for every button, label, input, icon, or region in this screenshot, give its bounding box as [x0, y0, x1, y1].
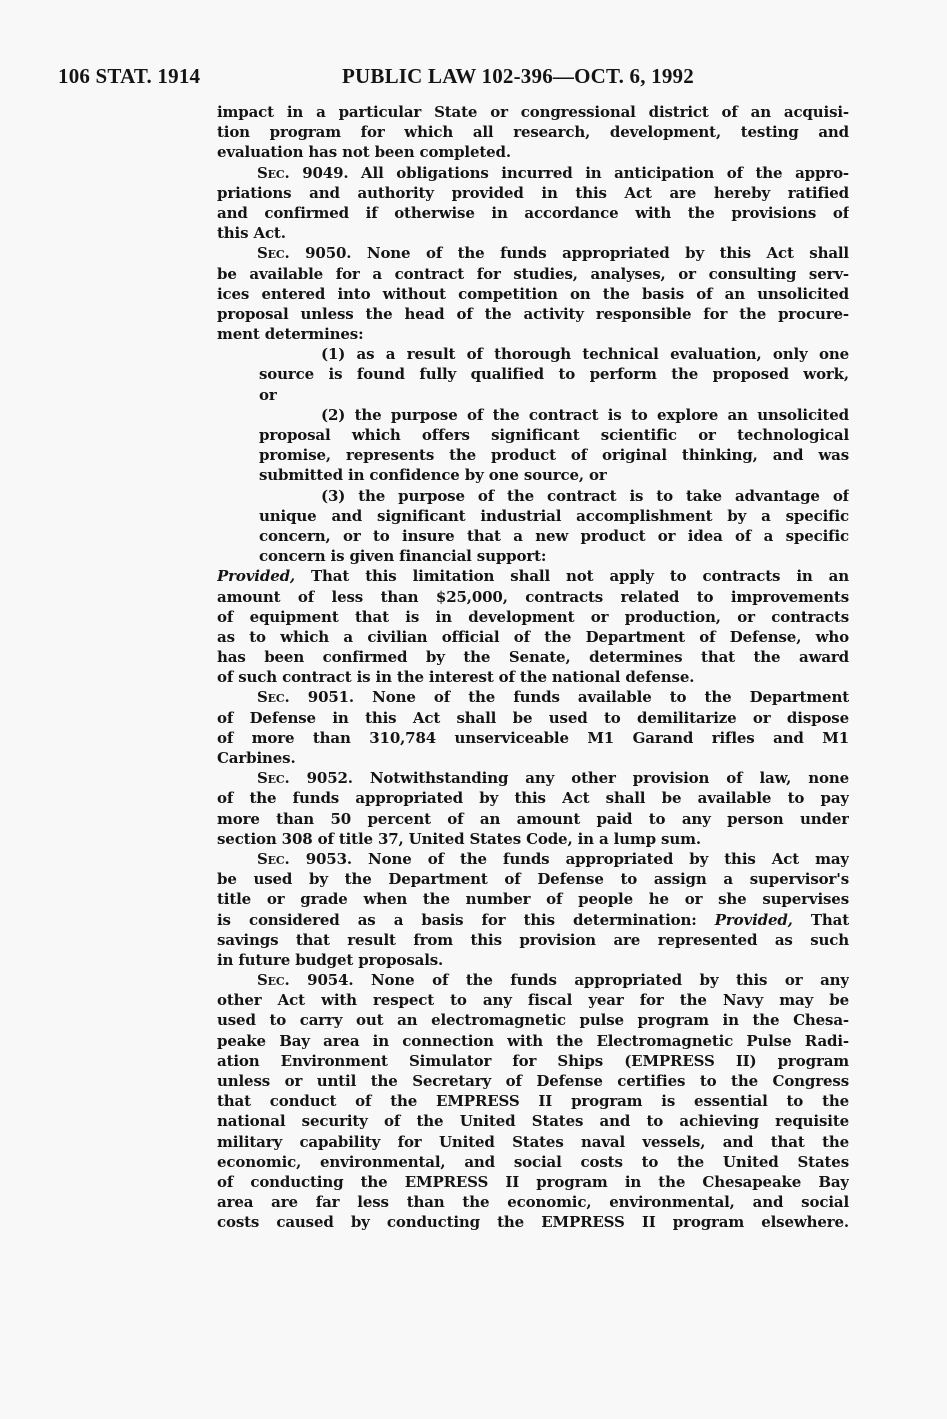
- line-text: economic, environmental, and social costs to the United States: [217, 1152, 849, 1171]
- line-text: concern is given financial support:: [259, 547, 547, 566]
- text-line: [217, 203, 849, 223]
- line-text: That this limitation shall not apply to contracts in an: [295, 567, 849, 586]
- proviso-italic: Provided,: [714, 910, 793, 929]
- line-text: peake Bay area in connection with the Electromagnetic Pulse Radi-: [217, 1031, 849, 1050]
- text-line: [217, 930, 849, 950]
- statute-page-number: 106 STAT. 1914: [58, 64, 201, 88]
- line-text: impact in a particular State or congressional district of an acquisi-: [217, 103, 849, 121]
- text-line: [217, 627, 849, 647]
- line-text: (3) the purpose of the contract is to take advantage of: [321, 486, 849, 505]
- text-line: [217, 1212, 849, 1232]
- line-text: be used by the Department of Defense to assign a supervisor's: [217, 870, 849, 889]
- line-text: of the funds appropriated by this Act shall be available to pay: [217, 789, 849, 808]
- text-line: [217, 1172, 849, 1192]
- line-text: (1) as a result of thorough technical evaluation, only one: [321, 345, 849, 364]
- line-text: this Act.: [217, 224, 286, 243]
- text-line: [217, 1091, 849, 1111]
- line-text: section 308 of title 37, United States Code, in a lump sum.: [217, 829, 701, 848]
- line-text: evaluation has not been completed.: [217, 143, 511, 162]
- text-line: [217, 708, 849, 728]
- line-text: proposal unless the head of the activity responsible for the procure-: [217, 304, 849, 323]
- section-label: Sec.: [257, 688, 290, 707]
- line-text: of equipment that is in development or production, or contracts: [217, 607, 849, 626]
- text-line: [217, 1010, 849, 1030]
- line-text: savings that result from this provision are represented as such: [217, 930, 849, 949]
- text-line: [217, 667, 849, 687]
- line-text: amount of less than $25,000, contracts related to improvements: [217, 587, 849, 606]
- text-line: [217, 728, 849, 748]
- section-label: Sec.: [257, 769, 290, 788]
- text-line: [217, 405, 849, 425]
- text-line: [217, 122, 849, 142]
- line-text: military capability for United States naval vessels, and that the: [217, 1132, 849, 1151]
- page-header: [58, 64, 852, 90]
- text-line: [217, 486, 849, 506]
- section-label: Sec.: [257, 244, 290, 263]
- text-line: [217, 243, 849, 263]
- text-line: [217, 1071, 849, 1091]
- text-line: [217, 990, 849, 1010]
- line-text: tion program for which all research, development, testing and: [217, 123, 849, 142]
- text-line: [217, 809, 849, 829]
- text-line: [217, 849, 849, 869]
- line-text: other Act with respect to any fiscal year for the Navy may be: [217, 991, 849, 1010]
- line-text: and confirmed if otherwise in accordance with the provisions of: [217, 203, 849, 222]
- text-line: [217, 445, 849, 465]
- text-line: [217, 183, 849, 203]
- line-text: ment determines:: [217, 325, 364, 344]
- text-line: [217, 364, 849, 384]
- line-text: promise, represents the product of original thinking, and was: [259, 446, 849, 465]
- line-text: used to carry out an electromagnetic pulse program in the Chesa-: [217, 1011, 849, 1030]
- text-line: [217, 465, 849, 485]
- text-line: [217, 1111, 849, 1131]
- text-line: [217, 425, 849, 445]
- text-line: [217, 788, 849, 808]
- line-text: that conduct of the EMPRESS II program is essential to the: [217, 1092, 849, 1111]
- line-text: unless or until the Secretary of Defense certifies to the Congress: [217, 1072, 849, 1090]
- line-text: 9053. None of the funds appropriated by this Act may: [289, 849, 849, 868]
- line-text: of conducting the EMPRESS II program in the Chesapeake Bay: [217, 1172, 849, 1191]
- line-text: of such contract is in the interest of the national defense.: [217, 668, 695, 687]
- line-text: source is found fully qualified to perform the proposed work,: [259, 365, 849, 384]
- text-line: [217, 950, 849, 970]
- line-text: as to which a civilian official of the Department of Defense, who: [217, 627, 849, 646]
- body-text-column: [217, 102, 849, 1233]
- text-line: [217, 284, 849, 304]
- text-line: [217, 1152, 849, 1172]
- section-label: Sec.: [257, 971, 290, 990]
- line-text: area are far less than the economic, environmental, and social: [217, 1193, 849, 1212]
- line-text: concern, or to insure that a new product or idea of a specific: [259, 526, 849, 545]
- public-law-citation: PUBLIC LAW 102-396—OCT. 6, 1992: [342, 64, 694, 88]
- text-line: [217, 1192, 849, 1212]
- text-line: [217, 304, 849, 324]
- text-line: [217, 829, 849, 849]
- line-text: submitted in confidence by one source, or: [259, 466, 607, 485]
- text-line: [217, 910, 849, 930]
- line-text: is considered as a basis for this determination:: [217, 910, 715, 929]
- line-text: unique and significant industrial accomplishment by a specific: [259, 506, 849, 525]
- text-line: [217, 607, 849, 627]
- line-text: or: [259, 385, 277, 404]
- text-line: [217, 1031, 849, 1051]
- text-line: [217, 163, 849, 183]
- text-line: [217, 546, 849, 566]
- line-text-tail: That: [792, 910, 849, 929]
- text-line: [217, 647, 849, 667]
- section-label: Sec.: [257, 163, 290, 182]
- text-line: [217, 869, 849, 889]
- line-text: national security of the United States and to achieving requisite: [217, 1112, 849, 1131]
- line-text: 9054. None of the funds appropriated by this or any: [289, 971, 849, 990]
- line-text: 9050. None of the funds appropriated by this Act shall: [289, 244, 849, 263]
- text-line: [217, 526, 849, 546]
- text-line: [217, 768, 849, 788]
- line-text: 9049. All obligations incurred in anticipation of the appro-: [289, 163, 849, 182]
- section-label: Sec.: [257, 849, 290, 868]
- line-text: has been confirmed by the Senate, determines that the award: [217, 648, 849, 667]
- line-text: (2) the purpose of the contract is to explore an unsolicited: [321, 405, 849, 424]
- line-text: proposal which offers significant scientific or technological: [259, 426, 849, 444]
- text-line: [217, 889, 849, 909]
- text-line: [217, 1132, 849, 1152]
- text-line: [217, 102, 849, 122]
- text-line: [217, 687, 849, 707]
- line-text: 9052. Notwithstanding any other provision of law, none: [289, 769, 849, 788]
- line-text: in future budget proposals.: [217, 950, 444, 969]
- text-line: [217, 223, 849, 243]
- proviso-italic: Provided,: [217, 567, 295, 586]
- text-line: [217, 506, 849, 526]
- text-line: [217, 142, 849, 162]
- line-text: Carbines.: [217, 749, 296, 767]
- text-line: [217, 748, 849, 768]
- text-line: [217, 1051, 849, 1071]
- line-text: ation Environment Simulator for Ships (EMPRESS II) program: [217, 1051, 849, 1070]
- text-line: [217, 324, 849, 344]
- text-line: [217, 344, 849, 364]
- line-text: of Defense in this Act shall be used to demilitarize or dispose: [217, 708, 849, 727]
- line-text: be available for a contract for studies, analyses, or consulting serv-: [217, 264, 849, 283]
- line-text: ices entered into without competition on the basis of an unsolicited: [217, 284, 849, 303]
- line-text: 9051. None of the funds available to the Department: [289, 688, 849, 707]
- line-text: costs caused by conducting the EMPRESS II program elsewhere.: [217, 1213, 849, 1232]
- text-line: [217, 566, 849, 586]
- line-text: priations and authority provided in this Act are hereby ratified: [217, 183, 849, 202]
- line-text: of more than 310,784 unserviceable M1 Garand rifles and M1: [217, 728, 849, 747]
- text-line: [217, 385, 849, 405]
- line-text: more than 50 percent of an amount paid to any person under: [217, 809, 849, 828]
- line-text: title or grade when the number of people he or she supervises: [217, 890, 849, 909]
- text-line: [217, 264, 849, 284]
- text-line: [217, 587, 849, 607]
- text-line: [217, 970, 849, 990]
